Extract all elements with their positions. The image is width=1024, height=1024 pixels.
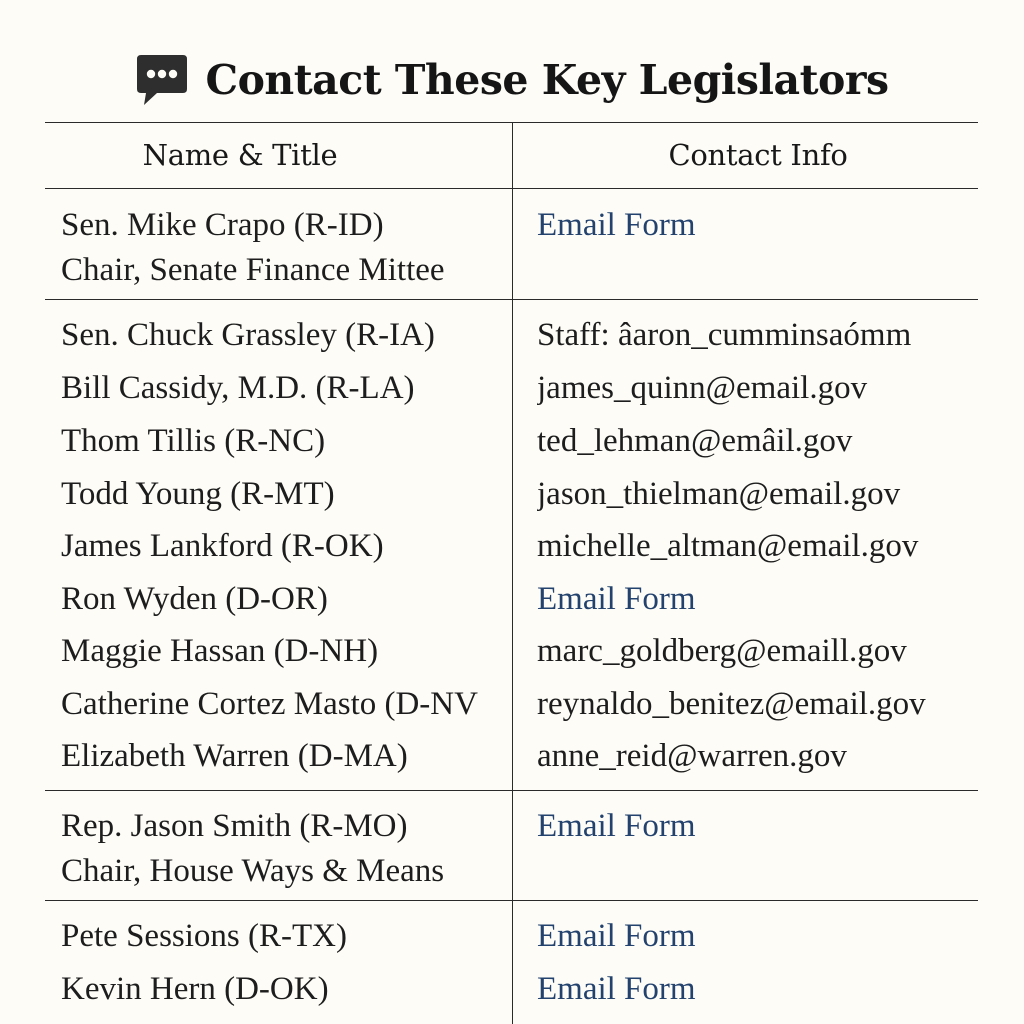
group-separator	[45, 790, 978, 791]
page-header	[0, 48, 1024, 112]
legislator-name: Sen. Chuck Grassley (R-IA)	[61, 317, 435, 353]
speech-bubble-icon	[135, 51, 189, 109]
legislator-name: Todd Young (R-MT)	[61, 476, 335, 512]
email-form-link[interactable]: Email Form	[537, 581, 696, 617]
legislator-name: Rep. Jason Smith (R-MO)	[61, 808, 408, 844]
legislator-name: Bill Cassidy, M.D. (R-LA)	[61, 370, 415, 406]
contact-email	[537, 851, 977, 891]
legislator-name: Chair, House Ways & Means	[61, 853, 445, 889]
contact-email: marc_goldberg@emaill.gov	[537, 633, 907, 669]
contact-column-header: Contact Info	[668, 138, 848, 172]
contact-email: michelle_altman@email.gov	[537, 528, 919, 564]
group-separator	[45, 900, 978, 901]
legislator-name: Thom Tillis (R-NC)	[61, 423, 326, 459]
email-form-link[interactable]: Email Form	[537, 207, 696, 243]
group-separator	[45, 299, 978, 300]
email-form-link[interactable]: Email Form	[537, 918, 696, 954]
legislator-name: Elizabeth Warren (D-MA)	[61, 738, 408, 774]
legislator-name: Pete Sessions (R-TX)	[61, 918, 347, 954]
legislator-name: Sen. Mike Crapo (R-ID)	[61, 207, 384, 243]
contact-email	[537, 250, 977, 290]
contact-email: jason_thielman@email.gov	[537, 476, 901, 512]
legislator-name: James Lankford (R-OK)	[61, 528, 384, 564]
email-form-link[interactable]: Email Form	[537, 971, 696, 1007]
contact-email: anne_reid@warren.gov	[537, 738, 847, 774]
legislator-name: Chair, Senate Finance Mittee	[61, 252, 445, 288]
legislator-contact-table	[45, 122, 978, 1024]
column-divider	[512, 122, 513, 1024]
contact-email: ted_lehman@emâil.gov	[537, 423, 853, 459]
name-column-header: Name & Title	[142, 138, 338, 172]
legislator-name: Catherine Cortez Masto (D-NV	[61, 686, 478, 722]
legislator-name: Kevin Hern (D-OK)	[61, 971, 329, 1007]
legislator-name: Maggie Hassan (D-NH)	[61, 633, 379, 669]
contact-email: james_quinn@email.gov	[537, 370, 868, 406]
email-form-link[interactable]: Email Form	[537, 808, 696, 844]
page-title: Contact These Key Legislators	[205, 56, 889, 104]
legislator-name: Ron Wyden (D-OR)	[61, 581, 328, 617]
contact-email: Staff: âaron_cumminsaómm	[537, 317, 912, 353]
contact-email: reynaldo_benitez@email.gov	[537, 686, 926, 722]
